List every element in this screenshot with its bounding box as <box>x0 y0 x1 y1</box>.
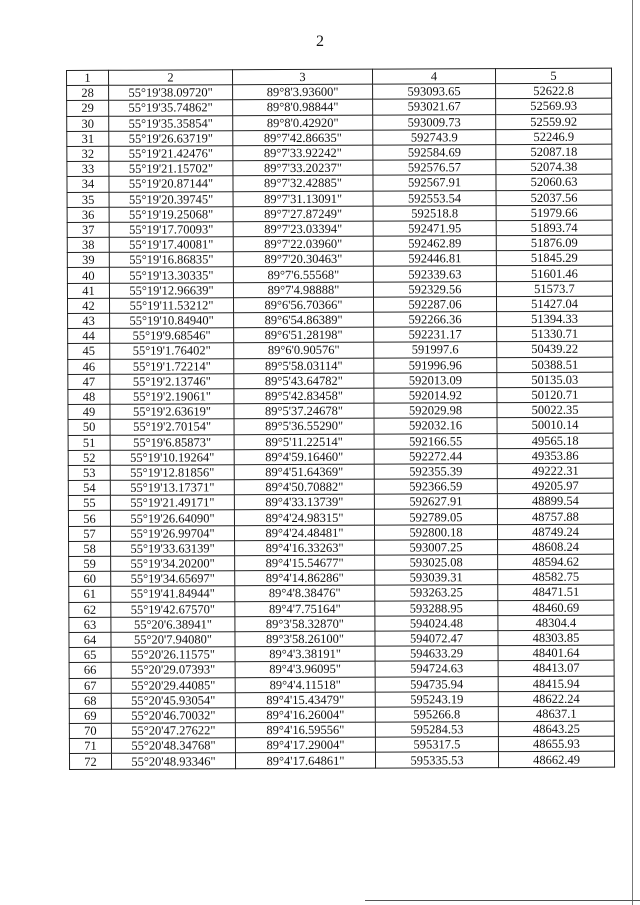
point-number-cell: 71 <box>69 739 111 754</box>
y-coordinate-cell: 48757.88 <box>497 509 613 525</box>
point-number-cell: 69 <box>69 708 111 723</box>
longitude-cell: 89°5'37.24678" <box>234 403 374 419</box>
y-coordinate-cell: 52074.38 <box>496 159 612 175</box>
x-coordinate-cell: 592287.06 <box>373 296 496 312</box>
point-number-cell: 37 <box>67 222 109 237</box>
point-number-cell: 38 <box>67 237 109 252</box>
x-coordinate-cell: 595317.5 <box>375 737 498 753</box>
point-number-cell: 31 <box>67 131 109 146</box>
table-row <box>68 509 613 527</box>
latitude-cell: 55°20'48.93346" <box>111 753 235 769</box>
table-row <box>69 691 614 709</box>
table-row <box>68 311 613 329</box>
table-row <box>67 250 612 268</box>
latitude-cell: 55°19'2.13746" <box>110 374 234 390</box>
point-number-cell: 30 <box>67 116 109 131</box>
table-body <box>67 83 615 769</box>
x-coordinate-cell: 593093.65 <box>373 84 496 100</box>
latitude-cell: 55°19'35.35854" <box>109 115 233 131</box>
latitude-cell: 55°19'2.19061" <box>110 389 234 405</box>
x-coordinate-cell: 594024.48 <box>375 615 498 631</box>
longitude-cell: 89°4'24.98315" <box>234 510 374 526</box>
point-number-cell: 53 <box>68 465 110 480</box>
longitude-cell: 89°4'33.13739" <box>234 494 374 510</box>
y-coordinate-cell: 51979.66 <box>496 205 612 221</box>
table-row <box>68 463 613 481</box>
y-coordinate-cell: 48608.24 <box>498 539 614 555</box>
y-coordinate-cell: 52569.93 <box>496 98 612 114</box>
longitude-cell: 89°5'11.22514" <box>234 434 374 450</box>
bottom-rule <box>365 900 640 901</box>
longitude-cell: 89°8'0.98844" <box>233 100 373 116</box>
longitude-cell: 89°6'54.86389" <box>234 312 374 328</box>
y-coordinate-cell: 50022.35 <box>497 402 613 418</box>
table-row <box>69 554 614 572</box>
longitude-cell: 89°6'56.70366" <box>233 297 373 313</box>
longitude-cell: 89°4'50.70882" <box>234 479 374 495</box>
table-row <box>69 676 614 694</box>
x-coordinate-cell: 592266.36 <box>374 312 497 328</box>
x-coordinate-cell: 592231.17 <box>374 327 497 343</box>
latitude-cell: 55°19'10.19264" <box>110 449 234 465</box>
y-coordinate-cell: 49353.86 <box>497 448 613 464</box>
x-coordinate-cell: 594633.29 <box>375 646 498 662</box>
y-coordinate-cell: 49205.97 <box>497 478 613 494</box>
point-number-cell: 41 <box>67 283 109 298</box>
y-coordinate-cell: 51394.33 <box>497 311 613 327</box>
latitude-cell: 55°19'21.49171" <box>110 495 234 511</box>
longitude-cell: 89°4'15.54677" <box>235 555 375 571</box>
point-number-cell: 34 <box>67 177 109 192</box>
table-row <box>67 205 612 223</box>
x-coordinate-cell: 592553.54 <box>373 190 496 206</box>
point-number-cell: 45 <box>68 344 110 359</box>
longitude-cell: 89°5'43.64782" <box>234 373 374 389</box>
y-coordinate-cell: 48460.69 <box>498 600 614 616</box>
longitude-cell: 89°4'16.26004" <box>235 707 375 723</box>
table-row <box>69 539 614 557</box>
y-coordinate-cell: 48413.07 <box>498 660 614 676</box>
x-coordinate-cell: 592329.56 <box>373 281 496 297</box>
longitude-cell: 89°3'58.32870" <box>235 616 375 632</box>
table-row <box>69 630 614 648</box>
y-coordinate-cell: 52087.18 <box>496 144 612 160</box>
header-cell: 5 <box>495 68 611 84</box>
point-number-cell: 50 <box>68 420 110 435</box>
longitude-cell: 89°3'58.26100" <box>235 631 375 647</box>
x-coordinate-cell: 594072.47 <box>375 631 498 647</box>
x-coordinate-cell: 592789.05 <box>374 509 497 525</box>
latitude-cell: 55°19'1.72214" <box>110 358 234 374</box>
latitude-cell: 55°19'10.84940" <box>110 313 234 329</box>
point-number-cell: 72 <box>69 754 111 769</box>
table-row <box>69 645 614 663</box>
longitude-cell: 89°4'59.16460" <box>234 449 374 465</box>
latitude-cell: 55°19'38.09720" <box>109 85 233 101</box>
latitude-cell: 55°19'12.96639" <box>109 282 233 298</box>
y-coordinate-cell: 48594.62 <box>498 554 614 570</box>
latitude-cell: 55°19'20.39745" <box>109 191 233 207</box>
point-number-cell: 60 <box>69 571 111 586</box>
header-cell: 3 <box>233 69 373 85</box>
latitude-cell: 55°19'41.84944" <box>111 586 235 602</box>
table-row <box>69 584 614 602</box>
x-coordinate-cell: 592518.8 <box>373 205 496 221</box>
table-row <box>67 98 612 116</box>
point-number-cell: 54 <box>68 480 110 495</box>
y-coordinate-cell: 50135.03 <box>497 372 613 388</box>
latitude-cell: 55°19'26.64090" <box>110 510 234 526</box>
latitude-cell: 55°19'2.70154" <box>110 419 234 435</box>
latitude-cell: 55°19'6.85873" <box>110 434 234 450</box>
coordinates-table <box>66 68 615 770</box>
latitude-cell: 55°19'35.74862" <box>109 100 233 116</box>
x-coordinate-cell: 593007.25 <box>375 539 498 555</box>
x-coordinate-cell: 592355.39 <box>374 463 497 479</box>
longitude-cell: 89°7'31.13091" <box>233 191 373 207</box>
x-coordinate-cell: 592014.92 <box>374 388 497 404</box>
x-coordinate-cell: 592272.44 <box>374 448 497 464</box>
point-number-cell: 39 <box>67 253 109 268</box>
longitude-cell: 89°7'32.42885" <box>233 175 373 191</box>
longitude-cell: 89°7'27.87249" <box>233 206 373 222</box>
table-row <box>67 114 612 132</box>
table-row <box>68 478 613 496</box>
point-number-cell: 43 <box>68 313 110 328</box>
y-coordinate-cell: 50388.51 <box>497 357 613 373</box>
point-number-cell: 56 <box>68 511 110 526</box>
table-row <box>68 357 613 375</box>
point-number-cell: 67 <box>69 678 111 693</box>
header-cell: 1 <box>67 70 109 85</box>
latitude-cell: 55°19'17.70093" <box>109 222 233 238</box>
y-coordinate-cell: 51330.71 <box>497 326 613 342</box>
longitude-cell: 89°7'20.30463" <box>233 251 373 267</box>
longitude-cell: 89°7'22.03960" <box>233 236 373 252</box>
x-coordinate-cell: 595284.53 <box>375 722 498 738</box>
table-row <box>67 174 612 192</box>
y-coordinate-cell: 51845.29 <box>496 250 612 266</box>
y-coordinate-cell: 48303.85 <box>498 630 614 646</box>
y-coordinate-cell: 49565.18 <box>497 433 613 449</box>
latitude-cell: 55°19'11.53212" <box>109 298 233 314</box>
y-coordinate-cell: 51601.46 <box>496 266 612 282</box>
longitude-cell: 89°4'17.29004" <box>235 737 375 753</box>
longitude-cell: 89°4'8.38476" <box>235 586 375 602</box>
point-number-cell: 64 <box>69 632 111 647</box>
y-coordinate-cell: 50120.71 <box>497 387 613 403</box>
table-row <box>69 736 614 754</box>
right-edge-rule <box>632 0 633 905</box>
x-coordinate-cell: 594735.94 <box>375 676 498 692</box>
latitude-cell: 55°19'17.40081" <box>109 237 233 253</box>
page-number: 2 <box>316 33 324 50</box>
longitude-cell: 89°4'3.96095" <box>235 661 375 677</box>
longitude-cell: 89°4'17.64861" <box>235 753 375 769</box>
y-coordinate-cell: 48582.75 <box>498 569 614 585</box>
x-coordinate-cell: 593009.73 <box>373 114 496 130</box>
table-row <box>68 402 613 420</box>
table-row <box>68 372 613 390</box>
y-coordinate-cell: 50010.14 <box>497 417 613 433</box>
point-number-cell: 40 <box>67 268 109 283</box>
table-row <box>69 600 614 618</box>
y-coordinate-cell: 49222.31 <box>497 463 613 479</box>
longitude-cell: 89°4'4.11518" <box>235 677 375 693</box>
y-coordinate-cell: 48622.24 <box>498 691 614 707</box>
y-coordinate-cell: 48655.93 <box>498 736 614 752</box>
table-row <box>67 220 612 238</box>
latitude-cell: 55°19'2.63619" <box>110 404 234 420</box>
longitude-cell: 89°4'7.75164" <box>235 601 375 617</box>
point-number-cell: 47 <box>68 374 110 389</box>
longitude-cell: 89°4'24.48481" <box>234 525 374 541</box>
point-number-cell: 44 <box>68 328 110 343</box>
x-coordinate-cell: 595243.19 <box>375 691 498 707</box>
longitude-cell: 89°7'4.98888" <box>233 282 373 298</box>
table-row <box>69 752 614 770</box>
latitude-cell: 55°19'26.63719" <box>109 131 233 147</box>
table-row <box>69 660 614 678</box>
point-number-cell: 42 <box>67 298 109 313</box>
latitude-cell: 55°19'21.15702" <box>109 161 233 177</box>
y-coordinate-cell: 48643.25 <box>498 721 614 737</box>
table-row <box>68 493 613 511</box>
longitude-cell: 89°6'0.90576" <box>234 343 374 359</box>
longitude-cell: 89°4'15.43479" <box>235 692 375 708</box>
longitude-cell: 89°4'14.86286" <box>235 570 375 586</box>
latitude-cell: 55°20'26.11575" <box>111 647 235 663</box>
y-coordinate-cell: 48415.94 <box>498 676 614 692</box>
point-number-cell: 61 <box>69 587 111 602</box>
point-number-cell: 70 <box>69 723 111 738</box>
point-number-cell: 32 <box>67 146 109 161</box>
latitude-cell: 55°19'12.81856" <box>110 465 234 481</box>
latitude-cell: 55°20'6.38941" <box>111 617 235 633</box>
x-coordinate-cell: 591997.6 <box>374 342 497 358</box>
y-coordinate-cell: 48749.24 <box>497 524 613 540</box>
latitude-cell: 55°19'20.87144" <box>109 176 233 192</box>
latitude-cell: 55°20'29.44085" <box>111 677 235 693</box>
table-row <box>68 524 613 542</box>
latitude-cell: 55°20'47.27622" <box>111 723 235 739</box>
x-coordinate-cell: 592743.9 <box>373 129 496 145</box>
header-cell: 4 <box>372 69 495 85</box>
y-coordinate-cell: 48662.49 <box>498 752 614 768</box>
table-row <box>69 569 614 587</box>
x-coordinate-cell: 592166.55 <box>374 433 497 449</box>
table-row <box>69 721 614 739</box>
point-number-cell: 52 <box>68 450 110 465</box>
x-coordinate-cell: 591996.96 <box>374 357 497 373</box>
latitude-cell: 55°19'1.76402" <box>110 343 234 359</box>
point-number-cell: 28 <box>67 86 109 101</box>
table-row <box>67 266 612 284</box>
latitude-cell: 55°19'16.86835" <box>109 252 233 268</box>
point-number-cell: 29 <box>67 101 109 116</box>
point-number-cell: 55 <box>68 496 110 511</box>
x-coordinate-cell: 592471.95 <box>373 220 496 236</box>
y-coordinate-cell: 51876.09 <box>496 235 612 251</box>
x-coordinate-cell: 594724.63 <box>375 661 498 677</box>
y-coordinate-cell: 51427.04 <box>496 296 612 312</box>
x-coordinate-cell: 592013.09 <box>374 372 497 388</box>
x-coordinate-cell: 593025.08 <box>375 555 498 571</box>
table-row <box>67 235 612 253</box>
point-number-cell: 63 <box>69 617 111 632</box>
latitude-cell: 55°20'7.94080" <box>111 632 235 648</box>
table-row <box>68 387 613 405</box>
x-coordinate-cell: 593263.25 <box>375 585 498 601</box>
longitude-cell: 89°6'51.28198" <box>234 327 374 343</box>
y-coordinate-cell: 50439.22 <box>497 341 613 357</box>
longitude-cell: 89°4'51.64369" <box>234 464 374 480</box>
table-row <box>67 144 612 162</box>
latitude-cell: 55°19'34.20200" <box>111 556 235 572</box>
x-coordinate-cell: 592584.69 <box>373 145 496 161</box>
point-number-cell: 33 <box>67 161 109 176</box>
table-row <box>68 341 613 359</box>
point-number-cell: 65 <box>69 647 111 662</box>
latitude-cell: 55°19'13.30335" <box>109 267 233 283</box>
y-coordinate-cell: 48401.64 <box>498 645 614 661</box>
table-row <box>67 296 612 314</box>
latitude-cell: 55°19'13.17371" <box>110 480 234 496</box>
latitude-cell: 55°20'29.07393" <box>111 662 235 678</box>
longitude-cell: 89°8'3.93600" <box>233 84 373 100</box>
y-coordinate-cell: 51893.74 <box>496 220 612 236</box>
point-number-cell: 58 <box>69 541 111 556</box>
y-coordinate-cell: 48637.1 <box>498 706 614 722</box>
longitude-cell: 89°4'16.33263" <box>235 540 375 556</box>
x-coordinate-cell: 592800.18 <box>374 524 497 540</box>
y-coordinate-cell: 52622.8 <box>496 83 612 99</box>
longitude-cell: 89°5'42.83458" <box>234 388 374 404</box>
table-row <box>68 433 613 451</box>
y-coordinate-cell: 52559.92 <box>496 114 612 130</box>
y-coordinate-cell: 48899.54 <box>497 493 613 509</box>
header-cell: 2 <box>109 70 233 86</box>
table-row <box>68 448 613 466</box>
point-number-cell: 68 <box>69 693 111 708</box>
point-number-cell: 66 <box>69 663 111 678</box>
latitude-cell: 55°20'45.93054" <box>111 692 235 708</box>
latitude-cell: 55°20'46.70032" <box>111 708 235 724</box>
point-number-cell: 48 <box>68 389 110 404</box>
point-number-cell: 46 <box>68 359 110 374</box>
point-number-cell: 62 <box>69 602 111 617</box>
y-coordinate-cell: 48304.4 <box>498 615 614 631</box>
y-coordinate-cell: 52246.9 <box>496 129 612 145</box>
x-coordinate-cell: 592366.59 <box>374 479 497 495</box>
x-coordinate-cell: 592029.98 <box>374 403 497 419</box>
longitude-cell: 89°4'3.38191" <box>235 646 375 662</box>
x-coordinate-cell: 592627.91 <box>374 494 497 510</box>
x-coordinate-cell: 593288.95 <box>375 600 498 616</box>
latitude-cell: 55°19'42.67570" <box>111 601 235 617</box>
x-coordinate-cell: 592446.81 <box>373 251 496 267</box>
longitude-cell: 89°5'58.03114" <box>234 358 374 374</box>
point-number-cell: 36 <box>67 207 109 222</box>
latitude-cell: 55°19'21.42476" <box>109 146 233 162</box>
x-coordinate-cell: 593021.67 <box>373 99 496 115</box>
x-coordinate-cell: 592339.63 <box>373 266 496 282</box>
table-row <box>67 190 612 208</box>
longitude-cell: 89°8'0.42920" <box>233 115 373 131</box>
x-coordinate-cell: 592032.16 <box>374 418 497 434</box>
longitude-cell: 89°7'6.55568" <box>233 267 373 283</box>
latitude-cell: 55°19'33.63139" <box>111 541 235 557</box>
table-row <box>67 159 612 177</box>
latitude-cell: 55°19'9.68546" <box>110 328 234 344</box>
longitude-cell: 89°7'33.20237" <box>233 160 373 176</box>
point-number-cell: 59 <box>69 556 111 571</box>
latitude-cell: 55°20'48.34768" <box>111 738 235 754</box>
y-coordinate-cell: 52037.56 <box>496 190 612 206</box>
latitude-cell: 55°19'26.99704" <box>110 525 234 541</box>
y-coordinate-cell: 51573.7 <box>496 281 612 297</box>
x-coordinate-cell: 595335.53 <box>375 752 498 768</box>
longitude-cell: 89°7'42.86635" <box>233 130 373 146</box>
table-row <box>68 417 613 435</box>
longitude-cell: 89°5'36.55290" <box>234 418 374 434</box>
x-coordinate-cell: 593039.31 <box>375 570 498 586</box>
x-coordinate-cell: 592576.57 <box>373 160 496 176</box>
point-number-cell: 49 <box>68 404 110 419</box>
longitude-cell: 89°7'23.03394" <box>233 221 373 237</box>
y-coordinate-cell: 48471.51 <box>498 584 614 600</box>
latitude-cell: 55°19'19.25068" <box>109 206 233 222</box>
x-coordinate-cell: 592462.89 <box>373 236 496 252</box>
y-coordinate-cell: 52060.63 <box>496 174 612 190</box>
point-number-cell: 35 <box>67 192 109 207</box>
latitude-cell: 55°19'34.65697" <box>111 571 235 587</box>
table-row <box>68 326 613 344</box>
x-coordinate-cell: 595266.8 <box>375 706 498 722</box>
longitude-cell: 89°4'16.59556" <box>235 722 375 738</box>
point-number-cell: 57 <box>68 526 110 541</box>
point-number-cell: 51 <box>68 435 110 450</box>
x-coordinate-cell: 592567.91 <box>373 175 496 191</box>
longitude-cell: 89°7'33.92242" <box>233 145 373 161</box>
